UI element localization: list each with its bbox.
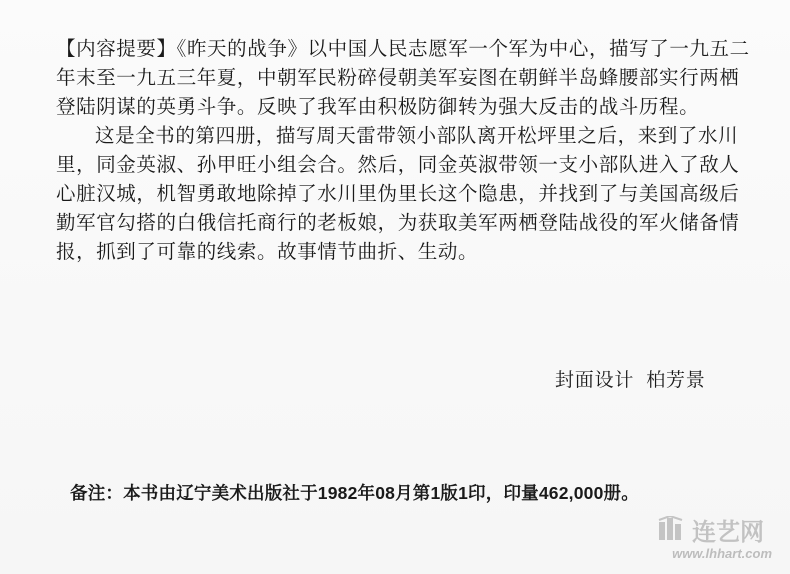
credit-name: 柏芳景: [646, 369, 706, 391]
publication-note: 备注：本书由辽宁美术出版社于1982年08月第1版1印，印量462,000册。: [70, 483, 639, 503]
watermark-url: www.lhhart.com: [672, 546, 772, 561]
content-summary: [56, 34, 756, 266]
summary-paragraph-2: 这是全书的第四册，描写周天雷带领小部队离开松坪里之后，来到了水川里，同金英淑、孙甲旺小组会合。然后，同金英淑带领一支小部队进入了敌人心脏汉城，机智勇敢地除掉了水川里伪里长这个隐患，并找到了与美国高级后勤军官勾搭的白俄信托商行的老板娘，为获取美军两栖登陆战役的军火储备情报，抓到了可靠的线索。故事情节曲折、生动。: [56, 124, 740, 263]
site-watermark: [658, 512, 776, 568]
cover-design-credit: [555, 365, 706, 392]
watermark-name: 连艺网: [692, 518, 764, 546]
summary-text-1: 《昨天的战争》以中国人民志愿军一个军为中心，描写了一九五二年末至一九五三年夏，中朝军民粉碎侵朝美军妄图在朝鲜半岛蜂腰部实行两栖登陆阴谋的英勇斗争。反映了我军由积极防御转为强大反击的战斗历程。: [56, 37, 750, 118]
summary-paragraph-1: [56, 34, 756, 121]
credit-label: 封面设计: [555, 369, 635, 391]
summary-label: 【内容提要】: [56, 37, 177, 60]
lianyi-logo-icon: [658, 516, 688, 542]
